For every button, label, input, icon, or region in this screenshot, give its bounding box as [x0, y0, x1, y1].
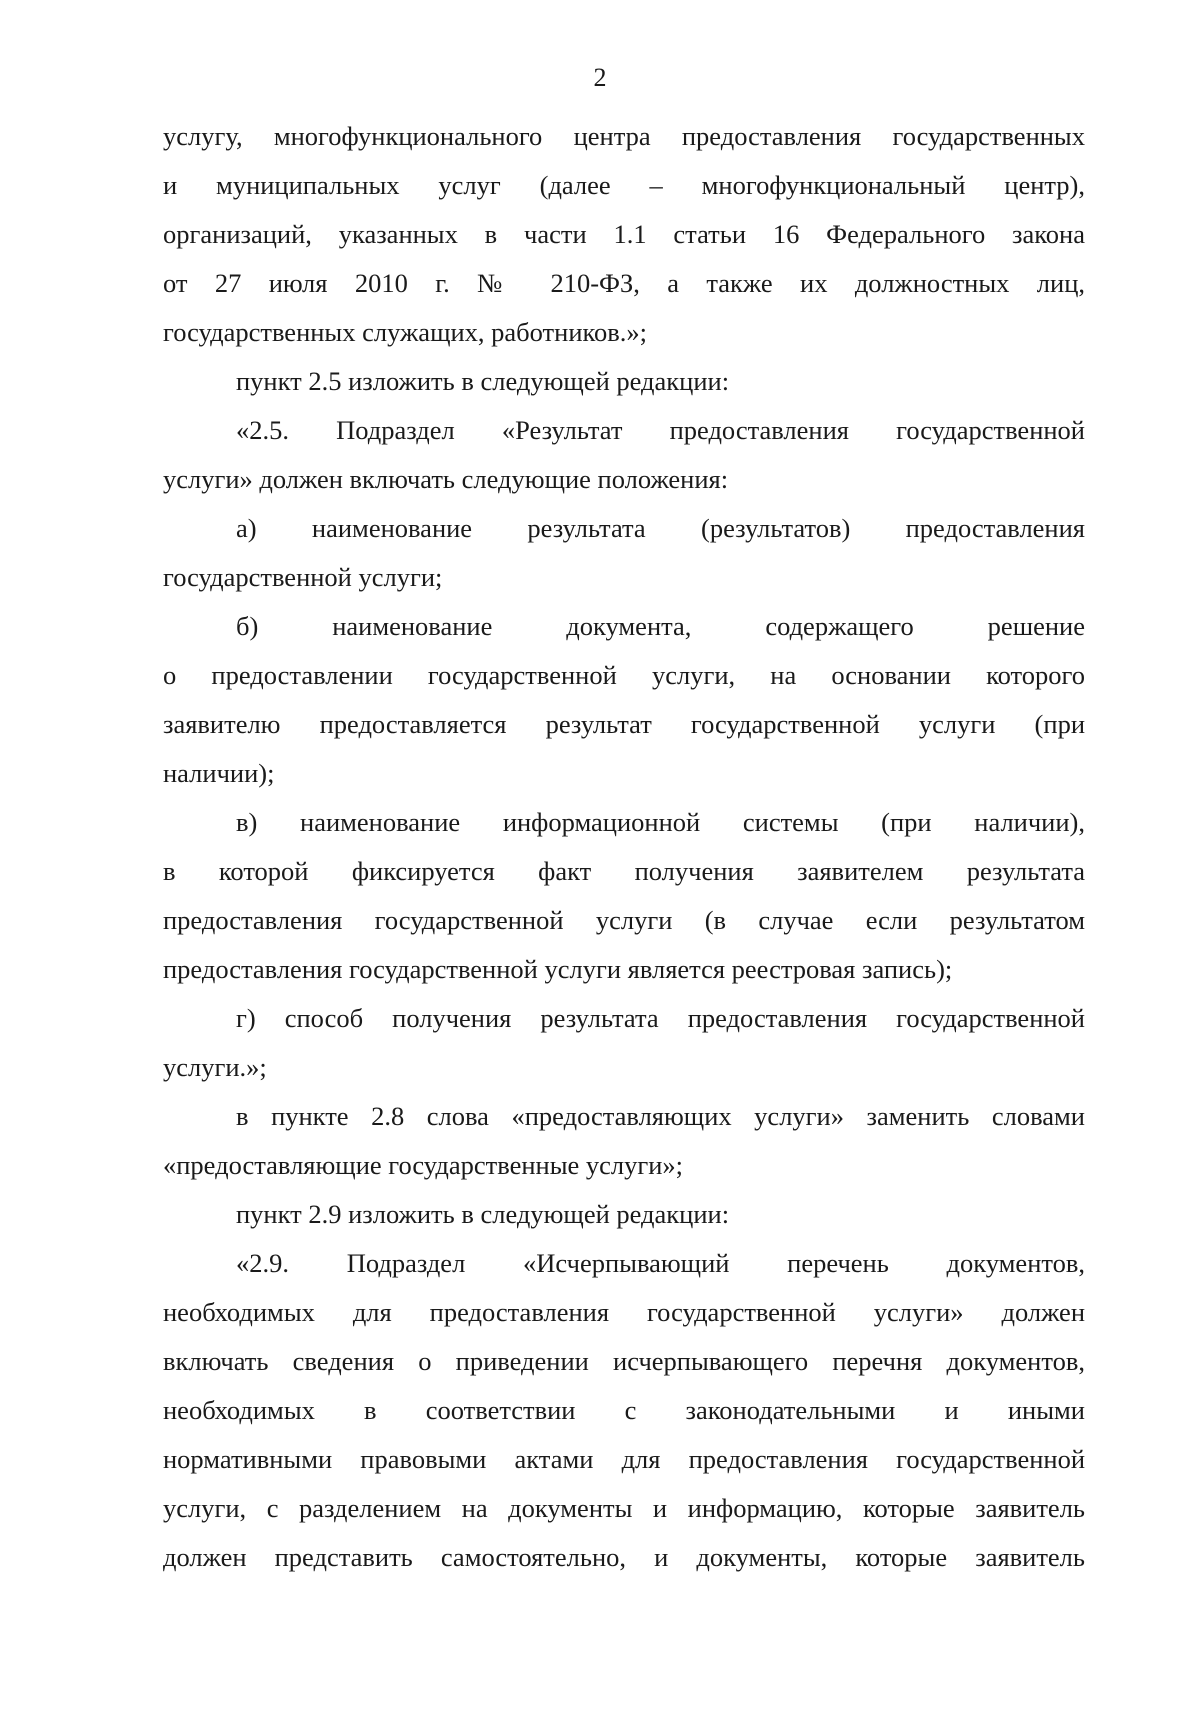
text-line: государственной услуги; [163, 562, 443, 592]
text-line: нормативными правовыми актами для предоставления государственной [163, 1444, 1085, 1474]
text-line: государственных служащих, работников.»; [163, 317, 648, 347]
text-line: в) наименование информационной системы (при наличии), [236, 807, 1085, 837]
text-line: в пункте 2.8 слова «предоставляющих услуги» заменить словами [236, 1101, 1085, 1131]
document-body [163, 112, 1085, 1582]
text-line: услуги, с разделением на документы и информацию, которые заявитель [163, 1493, 1085, 1523]
text-line: «2.9. Подраздел «Исчерпывающий перечень документов, [236, 1248, 1085, 1278]
text-line: в которой фиксируется факт получения заявителем результата [163, 856, 1085, 886]
text-line: пункт 2.9 изложить в следующей редакции: [236, 1199, 730, 1229]
text-line: и муниципальных услуг (далее – многофункциональный центр), [163, 170, 1085, 200]
text-line: услуги.»; [163, 1052, 267, 1082]
text-line: а) наименование результата (результатов) предоставления [236, 513, 1085, 543]
text-line: пункт 2.5 изложить в следующей редакции: [236, 366, 730, 396]
text-line: б) наименование документа, содержащего решение [236, 611, 1085, 641]
text-line: «2.5. Подраздел «Результат предоставления государственной [236, 415, 1085, 445]
text-line: «предоставляющие государственные услуги»; [163, 1150, 684, 1180]
text-line: г) способ получения результата предоставления государственной [236, 1003, 1085, 1033]
text-line: необходимых для предоставления государственной услуги» должен [163, 1297, 1085, 1327]
text-line: услугу, многофункционального центра предоставления государственных [163, 121, 1085, 151]
text-line: о предоставлении государственной услуги, на основании которого [163, 660, 1085, 690]
text-line: необходимых в соответствии с законодательными и иными [163, 1395, 1085, 1425]
text-line: наличии); [163, 758, 275, 788]
text-line: заявителю предоставляется результат государственной услуги (при [163, 709, 1085, 739]
text-line: предоставления государственной услуги является реестровая запись); [163, 954, 953, 984]
text-line: включать сведения о приведении исчерпывающего перечня документов, [163, 1346, 1085, 1376]
text-line: должен представить самостоятельно, и документы, которые заявитель [163, 1542, 1085, 1572]
text-line: предоставления государственной услуги (в случае если результатом [163, 905, 1085, 935]
text-line: от 27 июля 2010 г. № 210-ФЗ, а также их должностных лиц, [163, 268, 1085, 298]
text-line: услуги» должен включать следующие положения: [163, 464, 729, 494]
page-number: 2 [593, 63, 607, 92]
text-line: организаций, указанных в части 1.1 статьи 16 Федерального закона [163, 219, 1085, 249]
